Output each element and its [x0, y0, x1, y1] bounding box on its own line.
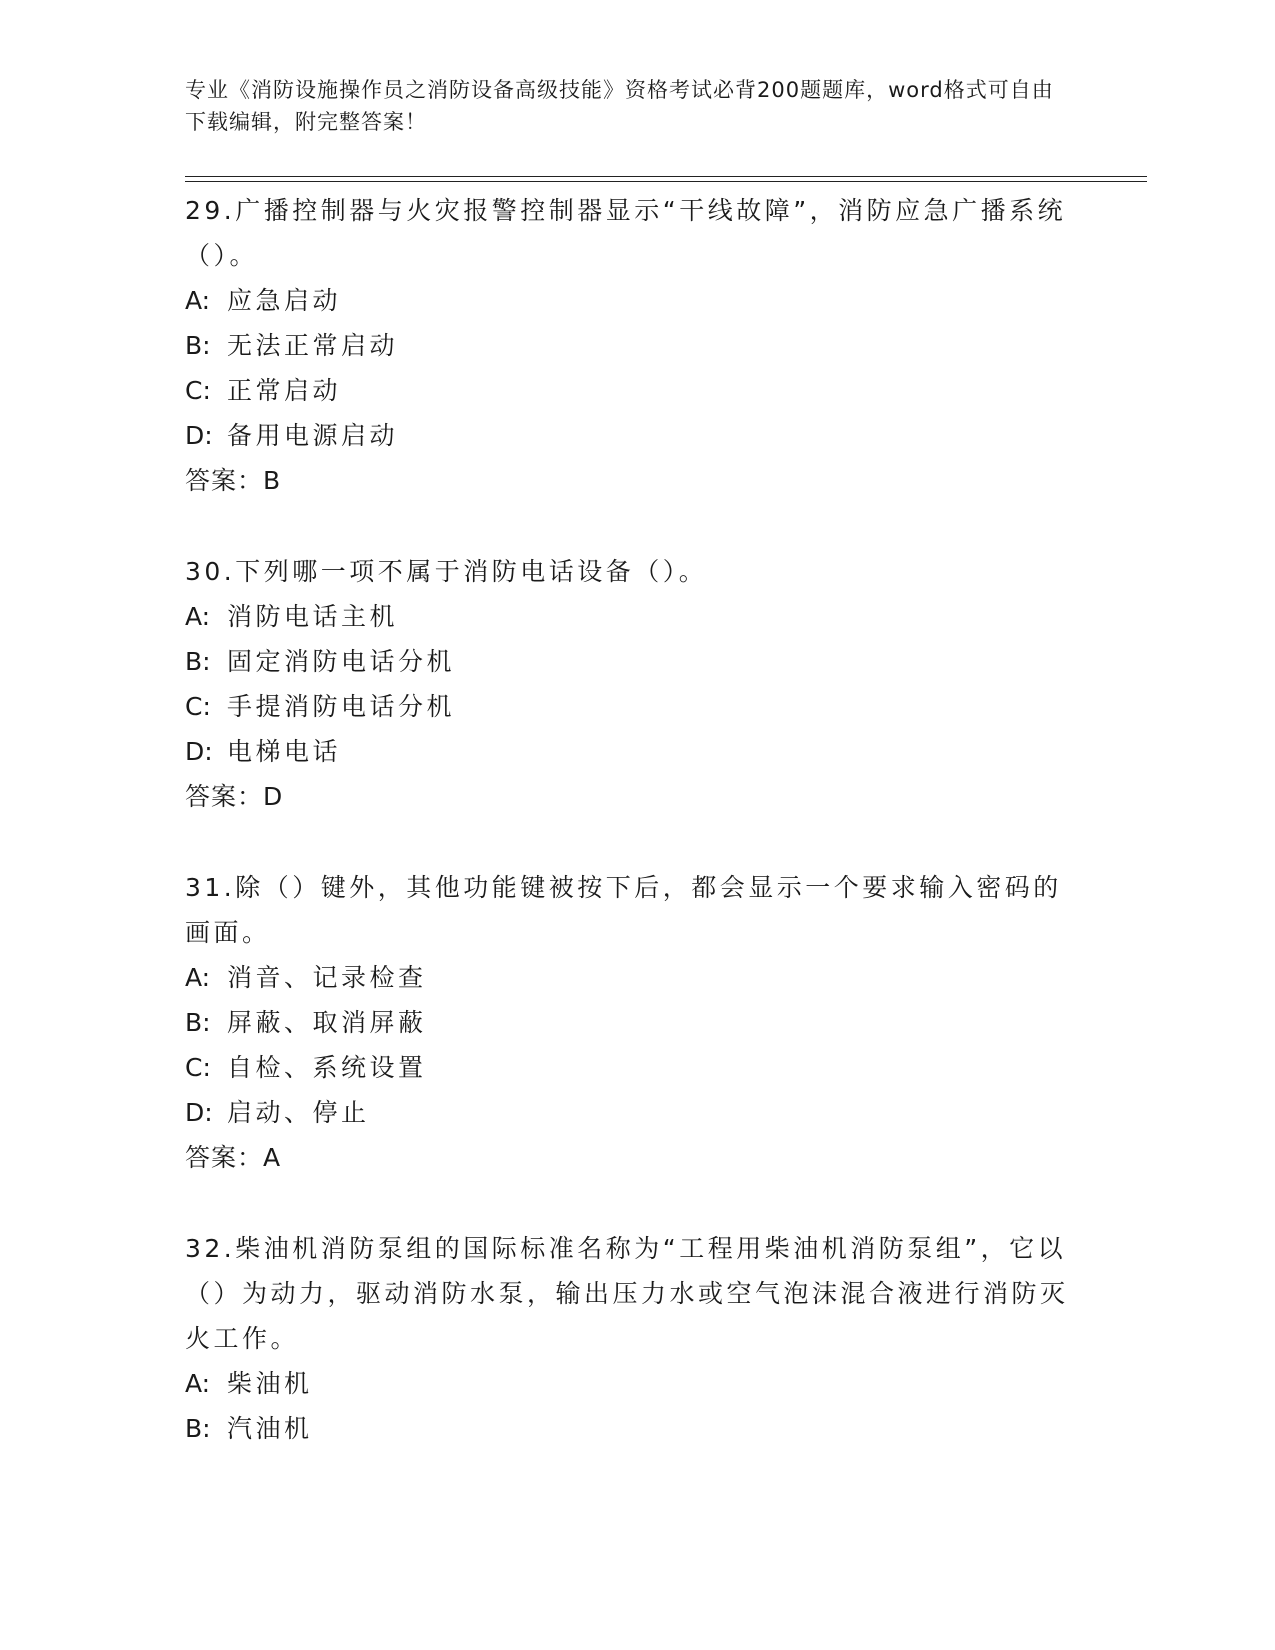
option-letter: C:	[185, 692, 211, 721]
question-stem: 31.除（）键外，其他功能键被按下后，都会显示一个要求输入密码的画面。	[185, 873, 1062, 947]
option-text: 备用电源启动	[227, 421, 399, 450]
option-b	[185, 323, 1085, 368]
answer-line: 答案：A	[185, 1143, 282, 1172]
option-a	[185, 278, 1085, 323]
option-text: 电梯电话	[227, 737, 342, 766]
option-letter: A:	[185, 286, 211, 315]
option-text: 自检、系统设置	[227, 1053, 427, 1082]
option-text: 消防电话主机	[227, 602, 399, 631]
question-stem: 29.广播控制器与火灾报警控制器显示“干线故障”，消防应急广播系统（）。	[185, 196, 1067, 270]
question-stem: 30.下列哪一项不属于消防电话设备（）。	[185, 557, 708, 586]
option-a	[185, 1361, 1085, 1406]
header-rule-top	[185, 176, 1147, 177]
option-c	[185, 1045, 1085, 1090]
option-c	[185, 684, 1085, 729]
answer-line: 答案：B	[185, 466, 282, 495]
option-d	[185, 1090, 1085, 1135]
question-stem: 32.柴油机消防泵组的国际标准名称为“工程用柴油机消防泵组”，它以（）为动力，驱动消防水泵，输出压力水或空气泡沫混合液进行消防灭火工作。	[185, 1234, 1069, 1353]
option-a	[185, 594, 1085, 639]
option-letter: B:	[185, 1008, 211, 1037]
header-rule-bottom	[185, 181, 1147, 182]
option-letter: B:	[185, 331, 211, 360]
option-letter: B:	[185, 647, 211, 676]
option-text: 屏蔽、取消屏蔽	[227, 1008, 427, 1037]
option-b	[185, 1406, 1085, 1451]
question-31	[185, 865, 1085, 1180]
option-text: 启动、停止	[227, 1098, 370, 1127]
option-text: 汽油机	[227, 1414, 313, 1443]
option-letter: D:	[185, 421, 213, 450]
option-letter: C:	[185, 376, 211, 405]
option-text: 固定消防电话分机	[227, 647, 456, 676]
option-letter: B:	[185, 1414, 211, 1443]
option-text: 正常启动	[227, 376, 342, 405]
option-text: 手提消防电话分机	[227, 692, 456, 721]
question-30	[185, 549, 1085, 819]
page-header: 专业《消防设施操作员之消防设备高级技能》资格考试必背200题题库，word格式可自由下载编辑，附完整答案！	[185, 78, 1054, 134]
question-32	[185, 1226, 1085, 1451]
option-d	[185, 413, 1085, 458]
option-letter: A:	[185, 1369, 211, 1398]
question-list	[185, 188, 1085, 1497]
option-text: 应急启动	[227, 286, 342, 315]
option-d	[185, 729, 1085, 774]
answer-line: 答案：D	[185, 782, 284, 811]
question-29	[185, 188, 1085, 503]
option-letter: C:	[185, 1053, 211, 1082]
option-text: 柴油机	[227, 1369, 313, 1398]
option-letter: A:	[185, 963, 211, 992]
option-letter: D:	[185, 737, 213, 766]
option-a	[185, 955, 1085, 1000]
option-text: 消音、记录检查	[227, 963, 427, 992]
option-text: 无法正常启动	[227, 331, 399, 360]
option-b	[185, 639, 1085, 684]
option-c	[185, 368, 1085, 413]
option-b	[185, 1000, 1085, 1045]
option-letter: A:	[185, 602, 211, 631]
option-letter: D:	[185, 1098, 213, 1127]
